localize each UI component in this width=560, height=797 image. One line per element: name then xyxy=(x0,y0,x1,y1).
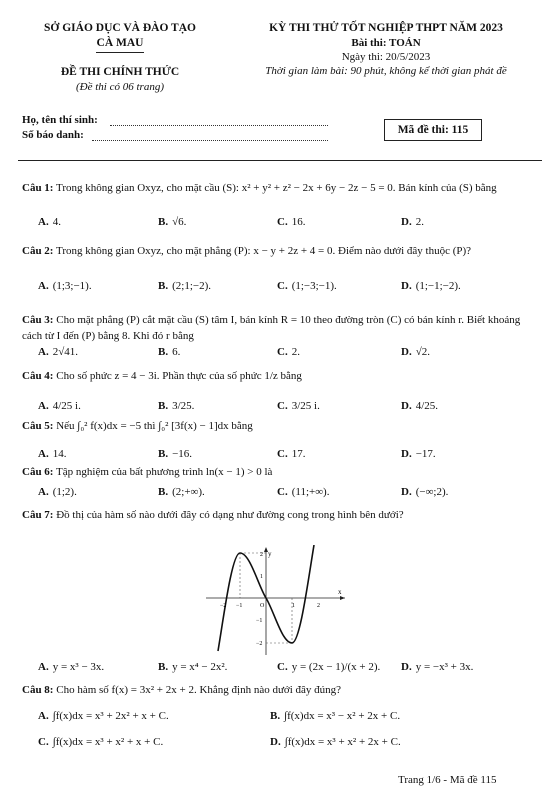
option-letter: C. xyxy=(277,486,288,498)
option-letter: A. xyxy=(38,280,49,292)
question-text: Cho hàm số f(x) = 3x² + 2x + 2. Khẳng định nào dưới đây đúng? xyxy=(56,684,342,696)
option-text: ∫f(x)dx = x³ + x² + x + C. xyxy=(52,736,164,748)
time-note: Thời gian làm bài: 90 phút, không kể thời gian phát đề xyxy=(265,65,507,77)
option-d[interactable] xyxy=(401,346,430,358)
question-label: Câu 5: xyxy=(22,420,54,432)
option-c[interactable] xyxy=(277,486,329,498)
option-d[interactable] xyxy=(401,661,473,673)
option-letter: B. xyxy=(158,216,169,228)
option-c[interactable] xyxy=(277,661,380,673)
y-tick-label: −1 xyxy=(256,618,263,624)
option-c[interactable] xyxy=(277,280,337,292)
question-label: Câu 8: xyxy=(22,684,54,696)
y-tick-label: −2 xyxy=(256,641,263,647)
option-letter: A. xyxy=(38,710,49,722)
option-text: 14. xyxy=(52,448,67,460)
option-letter: C. xyxy=(277,400,288,412)
option-letter: B. xyxy=(158,486,169,498)
option-letter: A. xyxy=(38,216,49,228)
option-text: 3/25 i. xyxy=(291,400,320,412)
question-label: Câu 2: xyxy=(22,245,54,257)
option-text: y = x³ − 3x. xyxy=(52,661,105,673)
option-text: 6. xyxy=(172,346,181,358)
option-b[interactable] xyxy=(158,486,205,498)
option-d[interactable] xyxy=(401,400,438,412)
official-label: ĐỀ THI CHÍNH THỨC xyxy=(60,66,180,78)
header-divider xyxy=(96,52,144,53)
question-text: Đồ thị của hàm số nào dưới đây có dạng như đường cong trong hình bên dưới? xyxy=(56,509,404,521)
option-text: (2;+∞). xyxy=(172,486,205,498)
question-3 xyxy=(22,312,538,344)
option-letter: B. xyxy=(158,661,169,673)
option-text: √6. xyxy=(172,216,187,228)
option-b[interactable] xyxy=(158,280,211,292)
option-b[interactable] xyxy=(158,346,180,358)
option-a[interactable] xyxy=(38,346,78,358)
option-a[interactable] xyxy=(38,216,61,228)
option-a[interactable] xyxy=(38,710,169,722)
option-c[interactable] xyxy=(277,216,305,228)
question-text: Trong không gian Oxyz, cho mặt cầu (S): x² + y² + z² − 2x + 6y − 2z − 5 = 0. Bán kính của (S) bằng xyxy=(56,182,497,194)
x-tick-label: −2 xyxy=(220,603,227,609)
option-c[interactable] xyxy=(38,736,163,748)
option-letter: B. xyxy=(158,448,169,460)
question-text: Cho số phức z = 4 − 3i. Phần thực của số phức 1/z bằng xyxy=(56,370,302,382)
option-letter: A. xyxy=(38,486,49,498)
question-1 xyxy=(22,180,538,196)
exam-title: KỲ THI THỬ TỐT NGHIỆP THPT NĂM 2023 xyxy=(269,22,503,34)
option-letter: A. xyxy=(38,346,49,358)
question-label: Câu 6: xyxy=(22,466,54,478)
option-text: (11;+∞). xyxy=(291,486,330,498)
option-letter: B. xyxy=(158,346,169,358)
option-a[interactable] xyxy=(38,448,66,460)
option-text: ∫f(x)dx = x³ + 2x² + x + C. xyxy=(52,710,169,722)
question-text: Trong không gian Oxyz, cho mặt phẳng (P): x − y + 2z + 4 = 0. Điểm nào dưới đây thuộc (P)? xyxy=(56,245,472,257)
option-letter: C. xyxy=(277,216,288,228)
option-b[interactable] xyxy=(158,661,227,673)
question-text: Tập nghiệm của bất phương trình ln(x − 1) > 0 là xyxy=(56,466,273,478)
option-a[interactable] xyxy=(38,661,104,673)
option-a[interactable] xyxy=(38,400,81,412)
province-name: CÀ MAU xyxy=(96,37,144,49)
question-6 xyxy=(22,464,538,480)
option-text: (1;−3;−1). xyxy=(291,280,337,292)
option-text: y = (2x − 1)/(x + 2). xyxy=(291,661,381,673)
y-axis-label: y xyxy=(268,550,272,558)
x-axis-label: x xyxy=(338,588,342,596)
option-letter: D. xyxy=(401,486,412,498)
option-letter: D. xyxy=(401,346,412,358)
subject-label: Bài thi: TOÁN xyxy=(351,37,421,49)
option-text: (−∞;2). xyxy=(415,486,449,498)
question-label: Câu 3: xyxy=(22,314,54,326)
option-text: −16. xyxy=(172,448,193,460)
exam-code-box: Mã đề thi: 115 xyxy=(384,119,482,141)
option-text: 2. xyxy=(415,216,424,228)
header-separator xyxy=(18,160,542,161)
option-letter: B. xyxy=(158,400,169,412)
option-text: (1;2). xyxy=(52,486,77,498)
option-letter: D. xyxy=(401,661,412,673)
option-letter: D. xyxy=(401,216,412,228)
option-d[interactable] xyxy=(401,448,436,460)
option-c[interactable] xyxy=(277,448,305,460)
option-a[interactable] xyxy=(38,486,77,498)
y-tick-label: 2 xyxy=(260,552,263,558)
option-text: 3/25. xyxy=(172,400,195,412)
option-text: ∫f(x)dx = x³ + x² + 2x + C. xyxy=(284,736,401,748)
option-b[interactable] xyxy=(158,448,192,460)
option-letter: D. xyxy=(270,736,281,748)
question-label: Câu 4: xyxy=(22,370,54,382)
question-2 xyxy=(22,243,538,259)
x-axis-arrow xyxy=(340,596,345,600)
option-letter: D. xyxy=(401,400,412,412)
question-7-graph xyxy=(200,545,350,657)
question-7 xyxy=(22,507,538,523)
question-label: Câu 7: xyxy=(22,509,54,521)
option-text: (1;3;−1). xyxy=(52,280,92,292)
x-tick-label: −1 xyxy=(236,603,243,609)
question-8 xyxy=(22,682,538,698)
option-text: 2. xyxy=(291,346,300,358)
option-text: y = −x³ + 3x. xyxy=(415,661,474,673)
option-d[interactable] xyxy=(401,486,448,498)
option-text: 17. xyxy=(291,448,306,460)
pages-note: (Đề thi có 06 trang) xyxy=(76,81,164,93)
option-text: √2. xyxy=(415,346,430,358)
option-letter: B. xyxy=(270,710,281,722)
option-c[interactable] xyxy=(277,400,320,412)
option-letter: D. xyxy=(401,280,412,292)
option-letter: A. xyxy=(38,400,49,412)
option-text: −17. xyxy=(415,448,436,460)
option-letter: A. xyxy=(38,448,49,460)
option-a[interactable] xyxy=(38,280,92,292)
option-b[interactable] xyxy=(158,400,194,412)
exam-date: Ngày thi: 20/5/2023 xyxy=(341,51,431,63)
option-text: (2;1;−2). xyxy=(172,280,211,292)
question-label: Câu 1: xyxy=(22,182,54,194)
option-letter: C. xyxy=(38,736,49,748)
option-text: 4/25. xyxy=(415,400,439,412)
x-tick-label: 2 xyxy=(317,603,320,609)
candidate-name-field[interactable] xyxy=(110,125,328,126)
candidate-name-label: Họ, tên thí sinh: xyxy=(22,114,98,126)
option-text: 4. xyxy=(52,216,61,228)
option-letter: B. xyxy=(158,280,169,292)
option-text: (1;−1;−2). xyxy=(415,280,461,292)
origin-label: O xyxy=(260,603,265,609)
option-text: ∫f(x)dx = x³ − x² + 2x + C. xyxy=(284,710,401,722)
y-tick-label: 1 xyxy=(260,574,263,580)
option-c[interactable] xyxy=(277,346,300,358)
option-letter: A. xyxy=(38,661,49,673)
option-letter: D. xyxy=(401,448,412,460)
option-letter: C. xyxy=(277,661,288,673)
option-letter: C. xyxy=(277,346,288,358)
option-text: 4/25 i. xyxy=(52,400,81,412)
department-name: SỞ GIÁO DỤC VÀ ĐÀO TẠO xyxy=(44,22,196,34)
candidate-id-field[interactable] xyxy=(92,140,328,141)
option-text: 2√41. xyxy=(52,346,78,358)
candidate-id-label: Số báo danh: xyxy=(22,129,84,141)
option-b[interactable] xyxy=(158,216,186,228)
option-letter: C. xyxy=(277,280,288,292)
x-tick-label: 1 xyxy=(292,603,295,609)
page-footer: Trang 1/6 - Mã đề 115 xyxy=(398,774,497,786)
question-text: Nếu ∫₀² f(x)dx = −5 thì ∫₀² [3f(x) − 1]dx bằng xyxy=(56,420,253,432)
option-d[interactable] xyxy=(401,280,461,292)
option-text: 16. xyxy=(291,216,306,228)
option-d[interactable] xyxy=(401,216,424,228)
question-4 xyxy=(22,368,538,384)
option-d[interactable] xyxy=(270,736,401,748)
option-text: y = x⁴ − 2x². xyxy=(172,661,228,673)
option-b[interactable] xyxy=(270,710,400,722)
question-text: Cho mặt phẳng (P) cắt mặt cầu (S) tâm I, bán kính R = 10 theo đường tròn (C) có bán kính r. Biết khoảng cách từ I đến (P) bằng 8. Khi đó r bằng xyxy=(22,314,521,342)
option-letter: C. xyxy=(277,448,288,460)
question-5 xyxy=(22,418,538,434)
